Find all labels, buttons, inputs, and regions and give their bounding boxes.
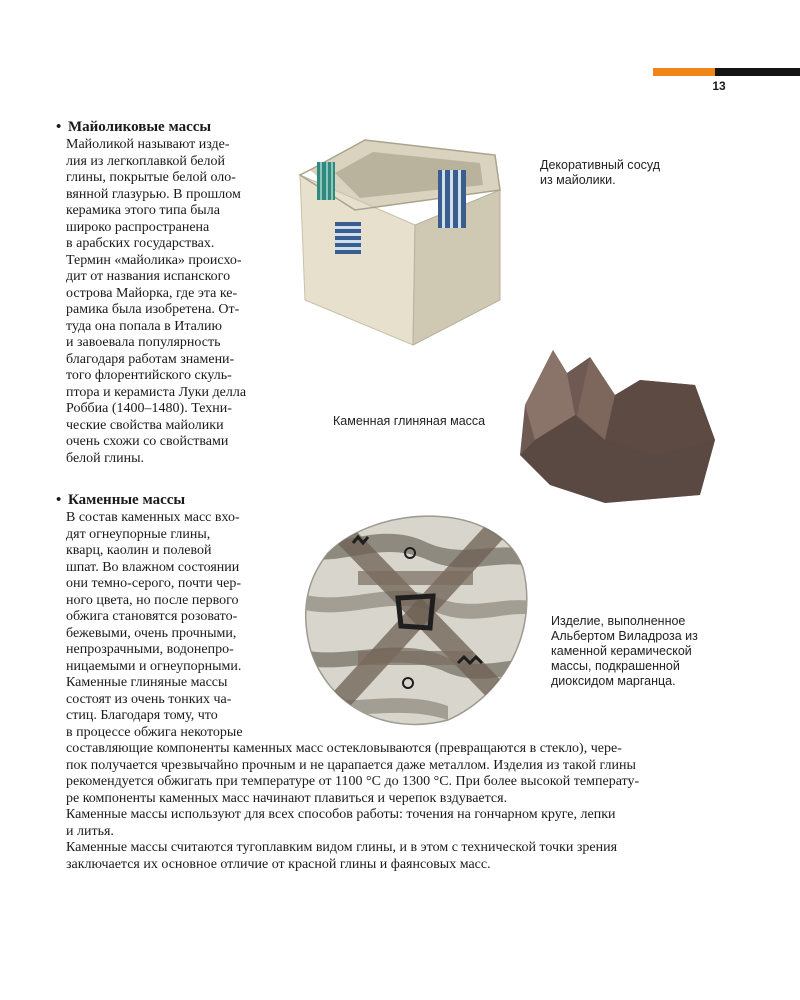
body-text-line: дит от названия испанского — [66, 269, 231, 284]
body-text-line: Термин «майолика» происхо- — [66, 252, 242, 268]
body-text-line: В состав каменных масс вхо- — [66, 510, 240, 525]
section-body-stoneware — [66, 510, 296, 741]
body-text-line: стиц. Благодаря тому, что — [66, 708, 218, 723]
blue-stripe-panel — [317, 162, 335, 200]
section-body-majolica — [66, 137, 296, 467]
caption-clay-mass — [333, 414, 485, 429]
body-text-line: кварц, каолин и полевой — [66, 543, 212, 558]
body-text-line: пок получается чрезвычайно прочным и не царапается даже металлом. Изделия из такой глины — [66, 757, 636, 773]
body-text-line: Каменные массы используют для всех способов работы: точения на гончарном круге, лепки — [66, 807, 616, 822]
body-text-line: непрозрачными, водонепро- — [66, 642, 234, 657]
body-text-line: Каменные массы считаются тугоплавким видом глины, и в этом с технической точки зрения — [66, 840, 618, 855]
caption-line: массы, подкрашенной — [551, 659, 680, 673]
body-text-line: и завоевала популярность — [66, 335, 221, 350]
body-text-line: Майоликой называют изде- — [66, 137, 230, 152]
caption-line: Декоративный сосуд — [540, 158, 661, 172]
blue-stripe-panel — [438, 170, 466, 228]
body-text-line: Роббиа (1400–1480). Техни- — [66, 401, 232, 416]
body-text-line: состоят из очень тонких ча- — [66, 691, 232, 707]
body-text-line: лия из легкоплавкой белой — [66, 153, 225, 169]
body-text-line: того флорентийского скуль- — [66, 368, 232, 383]
bullet-icon: • — [56, 492, 62, 508]
body-text-line: шпат. Во влажном состоянии — [66, 559, 240, 575]
body-text-line: острова Майорка, где эта ке- — [66, 285, 238, 301]
section-heading-text: Майоликовые массы — [68, 119, 212, 135]
body-text-line: туда она попала в Италию — [66, 318, 222, 334]
body-text-line: ницаемыми и огнеупорными. — [66, 658, 242, 674]
body-text-line: составляющие компоненты каменных масс остекловываются (превращаются в стекло), чере- — [66, 741, 622, 756]
caption-line: Каменная глиняная масса — [333, 414, 486, 428]
body-text-line: ного цвета, но после первого — [66, 592, 239, 608]
clay-mass-image — [505, 345, 720, 510]
body-text-line: Каменные глиняные массы — [66, 675, 228, 690]
body-text-line: глины, покрытые белой оло- — [66, 170, 236, 185]
caption-majolica-vessel — [540, 158, 660, 188]
body-text-line: они темно-серого, почти чер- — [66, 576, 242, 591]
caption-line: из майолики. — [540, 173, 616, 187]
page-number: 13 — [712, 79, 726, 93]
section-body-stoneware-continued — [66, 741, 726, 873]
body-text-line: бежевыми, очень прочными, — [66, 625, 237, 641]
bullet-icon: • — [56, 119, 62, 135]
stoneware-plate-image — [298, 498, 533, 728]
header-accent-bar — [653, 68, 715, 76]
caption-line: Изделие, выполненное — [551, 614, 686, 628]
body-text-line: керамика этого типа была — [66, 203, 220, 218]
section-heading-stoneware — [56, 491, 185, 509]
body-text-line: ческие свойства майолики — [66, 417, 224, 433]
section-heading-text: Каменные массы — [68, 492, 186, 508]
body-text-line: вянной глазурью. В прошлом — [66, 186, 241, 202]
caption-line: Альбертом Виладроза из — [551, 629, 698, 643]
majolica-vessel-image — [295, 130, 525, 350]
body-text-line: птора и керамиста Луки делла — [66, 384, 247, 400]
body-text-line: очень схожи со свойствами — [66, 434, 229, 449]
section-heading-majolica — [56, 118, 211, 136]
body-text-line: обжига становятся розовато- — [66, 609, 238, 624]
body-text-line: заключается их основное отличие от красной глины и фаянсовых масс. — [66, 856, 491, 872]
body-text-line: в арабских государствах. — [66, 236, 215, 251]
body-text-line: дят огнеупорные глины, — [66, 526, 211, 542]
header-bar — [715, 68, 800, 76]
body-text-line: и литья. — [66, 823, 114, 839]
caption-line: каменной керамической — [551, 644, 692, 658]
body-text-line: рекомендуется обжигать при температуре от 1100 °С до 1300 °С. При более высокой температу- — [66, 774, 640, 789]
caption-stoneware-piece — [551, 614, 698, 689]
body-text-line: благодаря работам знамени- — [66, 351, 235, 367]
body-text-line: ре компоненты каменных масс начинают плавиться и черепок вздувается. — [66, 790, 508, 806]
body-text-line: широко распространена — [66, 219, 210, 235]
body-text-line: белой глины. — [66, 450, 145, 466]
blue-stripe-panel — [335, 222, 361, 254]
caption-line: диоксидом марганца. — [551, 674, 676, 688]
body-text-line: рамика была изобретена. От- — [66, 302, 240, 317]
body-text-line: в процессе обжига некоторые — [66, 724, 243, 740]
